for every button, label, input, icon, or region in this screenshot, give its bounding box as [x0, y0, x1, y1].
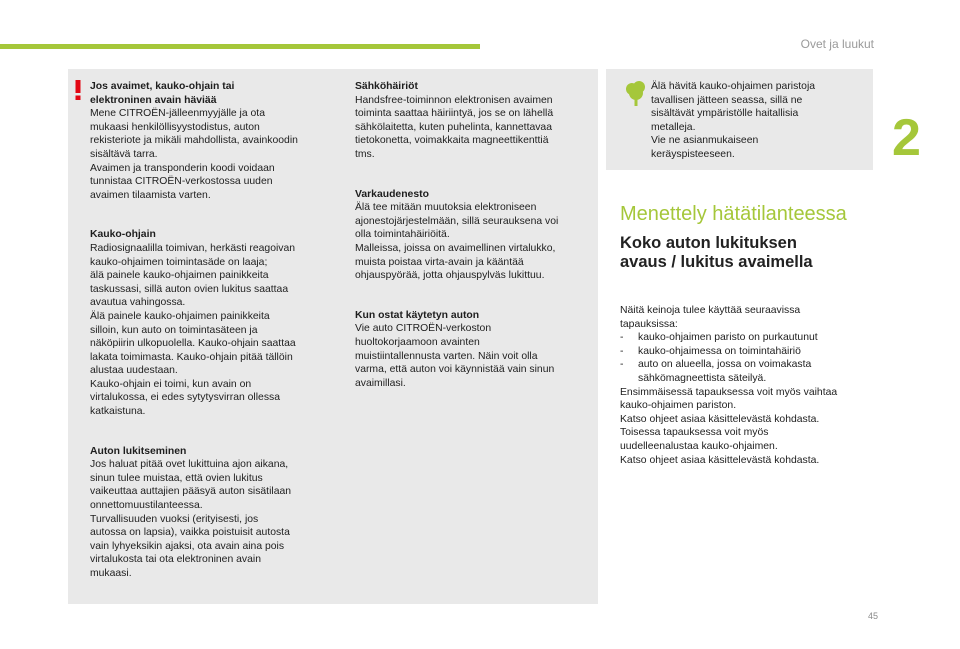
- text-block: [355, 309, 595, 391]
- section-heading: Menettely hätätilanteessa: [620, 203, 847, 225]
- intro-line: tapauksissa:: [620, 318, 678, 330]
- list-item-text: kauko-ohjaimen paristo on purkautunut: [638, 332, 818, 344]
- body-line: Ensimmäisessä tapauksessa voit myös vaihtaa: [620, 386, 838, 398]
- middle-column: [355, 80, 595, 402]
- text-block: [90, 445, 340, 581]
- text-block: [90, 228, 340, 418]
- block-heading: Varkaudenesto: [355, 188, 429, 200]
- leaf-tree-icon: [624, 80, 648, 106]
- block-body: Vie auto CITROËN-verkoston huoltokorjaamoon avainten muistiintallennusta varten. Näin voit olla varma, että auton voi käynnistää vain sinun avaimillasi.: [355, 323, 555, 389]
- eco-note-text: Älä hävitä kauko-ohjaimen paristoja tavallisen jätteen seassa, sillä ne sisältävät ympäristölle haitallisia metalleja. Vie ne asianmukaiseen keräyspisteeseen.: [651, 81, 816, 160]
- text-block: [355, 188, 595, 283]
- subsection-heading: Koko auton lukituksen avaus / lukitus avaimella: [620, 234, 813, 271]
- bullet-dash: -: [620, 332, 624, 344]
- block-body: Mene CITROËN-jälleenmyyjälle ja ota mukaasi henkilöllisyystodistus, auton rekisteriote ja mikäli mahdollista, avainkoodin sisältävä tarra. Avaimen ja transponderin koodi voidaan tunnistaa CITROËN-verkostossa uuden avaimen tilaamista varten.: [90, 108, 298, 201]
- body-line: Katso ohjeet asiaa käsittelevästä kohdasta.: [620, 413, 820, 425]
- block-heading: Auton lukitseminen: [90, 445, 187, 457]
- page-number: 45: [868, 611, 879, 621]
- bullet-dash: -: [620, 359, 624, 371]
- text-block: [355, 80, 595, 162]
- body-line: kauko-ohjaimen pariston.: [620, 400, 737, 412]
- block-heading: Jos avaimet, kauko-ohjain tai elektroninen avain häviää: [90, 81, 235, 106]
- eco-note: [651, 80, 866, 174]
- text-block: [90, 80, 340, 202]
- block-body: Radiosignaalilla toimivan, herkästi reagoivan kauko-ohjaimen toimintasäde on laaja; älä painele kauko-ohjaimen painikkeita taskussasi, sillä auton ovien lukitus saattaa avautua vahingossa. Älä painele kauko-ohjaimen painikkeita silloin, kun auto on toimintasäteen ja näköpiirin ulkopuolella. Kauko-ohjain saattaa lakata toimimasta. Kauko-ohjain pitää tällöin alustaa uudestaan. Kauko-ohjain ei toimi, kun avain on virtalukossa, ei edes sytytysvirran ollessa katkaistuna.: [90, 242, 296, 418]
- list-item: [620, 345, 880, 359]
- block-body: Handsfree-toiminnon elektronisen avaimen toiminta saattaa häiriintyä, jos se on lähellä sähkölaitetta, kuten puhelinta, kannettavaa tietokonetta, voimakkaita magneettikenttiä tms.: [355, 94, 554, 160]
- block-heading: Kun ostat käytetyn auton: [355, 309, 480, 321]
- list-item-text: auto on alueella, jossa on voimakasta sähkömagneettista säteilyä.: [638, 359, 812, 384]
- list-item-text: kauko-ohjaimessa on toimintahäiriö: [638, 345, 801, 357]
- procedure-text: [620, 304, 880, 467]
- block-heading: Sähköhäiriöt: [355, 81, 418, 92]
- left-column: [90, 80, 340, 593]
- bullet-dash: -: [620, 345, 624, 357]
- accent-bar: [0, 44, 480, 49]
- block-body: Jos haluat pitää ovet lukittuina ajon aikana, sinun tulee muistaa, että ovien lukitus vaikeuttaa auttajien pääsyä auton sisätilaan onnettomuustilanteessa. Turvallisuuden vuoksi (erityisesti, jos autossa on lapsia), vaikka poistuisit autosta vain lyhyeksikin ajaksi, ota avain aina pois virtalukosta tai ota elektroninen avain mukaasi.: [90, 459, 292, 579]
- intro-line: Näitä keinoja tulee käyttää seuraavissa: [620, 305, 801, 316]
- section-title: Ovet ja luukut: [800, 37, 874, 51]
- block-heading: Kauko-ohjain: [90, 229, 156, 241]
- list-item: [620, 331, 880, 345]
- body-line: Katso ohjeet asiaa käsittelevästä kohdasta.: [620, 454, 820, 466]
- list-item: [620, 358, 880, 385]
- chapter-number: 2: [892, 109, 921, 167]
- exclamation-icon: [74, 80, 82, 100]
- block-body: Älä tee mitään muutoksia elektroniseen ajonestojärjestelmään, sillä seurauksena voi olla toimintahäiriöitä. Malleissa, joissa on avaimellinen virtalukko, muista poistaa virta-avain ja kääntää ohjauspyörää, jotta ohjauspylväs lukittuu.: [355, 202, 559, 282]
- body-line: uudelleenalustaa kauko-ohjaimen.: [620, 440, 778, 452]
- body-line: Toisessa tapauksessa voit myös: [620, 427, 769, 439]
